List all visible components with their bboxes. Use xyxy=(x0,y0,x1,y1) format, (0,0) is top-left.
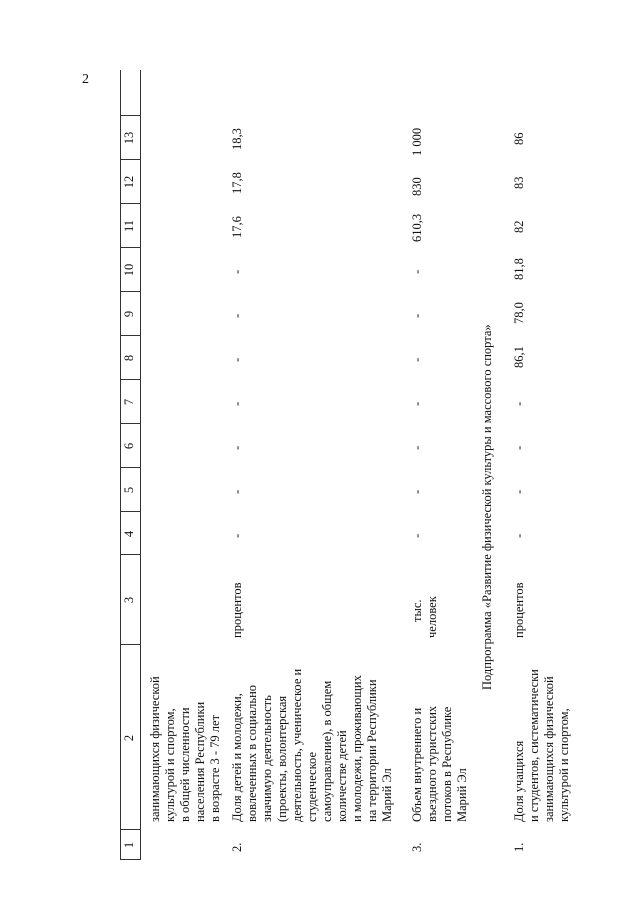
header-divider xyxy=(120,554,140,555)
value-col-13: 86 xyxy=(512,132,526,145)
column-header-5: 5 xyxy=(122,486,136,494)
column-header-2: 2 xyxy=(122,734,136,742)
name-line: культурой и спортом, xyxy=(557,708,571,822)
rotated-table xyxy=(120,70,590,860)
value-col-6: - xyxy=(230,445,244,450)
name-line: потоков в Республике xyxy=(440,706,454,822)
name-line: Марий Эл xyxy=(455,768,469,822)
value-col-13: 18,3 xyxy=(230,128,244,150)
value-col-9: 78,0 xyxy=(512,302,526,324)
value-col-5: - xyxy=(230,489,244,494)
value-col-11: 82 xyxy=(512,220,526,233)
header-divider xyxy=(120,467,140,468)
value-col-11: 610,3 xyxy=(410,213,424,242)
row-name xyxy=(512,650,572,822)
header-divider xyxy=(120,115,140,116)
header-divider xyxy=(120,335,140,336)
header-divider xyxy=(120,644,140,645)
name-line: в возрасте 3 - 79 лет xyxy=(208,714,222,822)
name-line: количестве детей xyxy=(335,730,349,822)
header-divider xyxy=(120,203,140,204)
header-divider xyxy=(120,859,140,860)
header-divider xyxy=(120,511,140,512)
column-header-12: 12 xyxy=(122,175,136,189)
value-col-13: 1 000 xyxy=(410,127,424,156)
value-col-12: 17,8 xyxy=(230,172,244,194)
value-col-6: - xyxy=(410,445,424,450)
row-name xyxy=(230,650,395,822)
column-header-11: 11 xyxy=(122,219,136,233)
name-line: занимающихся физической xyxy=(542,676,556,822)
name-line: Объем внутреннего и xyxy=(410,707,424,822)
header-bottom-border xyxy=(140,70,141,860)
name-line: значимую деятельность xyxy=(260,695,274,822)
column-header-8: 8 xyxy=(122,354,136,362)
value-col-10: 81,8 xyxy=(512,258,526,280)
subprogram-heading: Подпрограмма «Развитие физической культуры и массового спорта» xyxy=(480,324,494,690)
header-divider xyxy=(120,829,140,830)
row-unit-line: тыс. xyxy=(410,599,424,622)
name-line: культурой и спортом, xyxy=(163,708,177,822)
row-continuation-name xyxy=(148,650,223,822)
name-line: Доля детей и молодежи, xyxy=(230,693,244,822)
value-col-5: - xyxy=(410,489,424,494)
name-line: (проекты, волонтерская xyxy=(275,695,289,822)
page-number: 2 xyxy=(82,72,89,87)
row-number: 3. xyxy=(410,842,424,852)
name-line: и молодежи, проживающих xyxy=(350,675,364,822)
name-line: вовлеченных в социально xyxy=(245,684,259,822)
name-line: самоуправление), в общем xyxy=(320,680,334,822)
value-col-7: - xyxy=(410,401,424,406)
column-header-9: 9 xyxy=(122,310,136,318)
row-unit: процентов xyxy=(230,582,244,638)
header-divider xyxy=(120,247,140,248)
value-col-10: - xyxy=(230,269,244,274)
row-unit: процентов xyxy=(512,582,526,638)
value-col-8: - xyxy=(230,357,244,362)
value-col-4: - xyxy=(512,533,526,538)
value-col-12: 830 xyxy=(410,177,424,196)
value-col-7: - xyxy=(512,401,526,406)
column-header-3: 3 xyxy=(122,596,136,604)
value-col-8: - xyxy=(410,357,424,362)
column-header-13: 13 xyxy=(122,131,136,145)
column-header-4: 4 xyxy=(122,530,136,538)
name-line: в общей численности xyxy=(178,707,192,822)
column-header-10: 10 xyxy=(122,263,136,277)
row-unit-line: человек xyxy=(425,596,439,638)
name-line: студенческое xyxy=(305,752,319,822)
value-col-12: 83 xyxy=(512,176,526,189)
value-col-4: - xyxy=(230,533,244,538)
name-line: населения Республики xyxy=(193,701,207,822)
row-number: 1. xyxy=(512,842,526,852)
header-divider xyxy=(120,291,140,292)
header-divider xyxy=(120,379,140,380)
name-line: Марий Эл xyxy=(380,768,394,822)
value-col-9: - xyxy=(410,313,424,318)
value-col-7: - xyxy=(230,401,244,406)
row-name xyxy=(410,650,470,822)
value-col-6: - xyxy=(512,445,526,450)
value-col-5: - xyxy=(512,489,526,494)
value-col-10: - xyxy=(410,269,424,274)
column-header-1: 1 xyxy=(122,841,136,849)
name-line: Доля учащихся xyxy=(512,740,526,822)
header-divider xyxy=(120,423,140,424)
name-line: и студентов, систематически xyxy=(527,669,541,822)
value-col-9: - xyxy=(230,313,244,318)
column-header-7: 7 xyxy=(122,398,136,406)
name-line: деятельность, ученическое и xyxy=(290,668,304,822)
column-header-6: 6 xyxy=(122,442,136,450)
row-number: 2. xyxy=(230,842,244,852)
name-line: занимающихся физической xyxy=(148,676,162,822)
name-line: въездного туристских xyxy=(425,705,439,822)
header-divider xyxy=(120,159,140,160)
value-col-11: 17,6 xyxy=(230,216,244,238)
name-line: на территории Республики xyxy=(365,679,379,822)
value-col-4: - xyxy=(410,533,424,538)
header-top-border xyxy=(120,70,121,860)
value-col-8: 86,1 xyxy=(512,346,526,368)
